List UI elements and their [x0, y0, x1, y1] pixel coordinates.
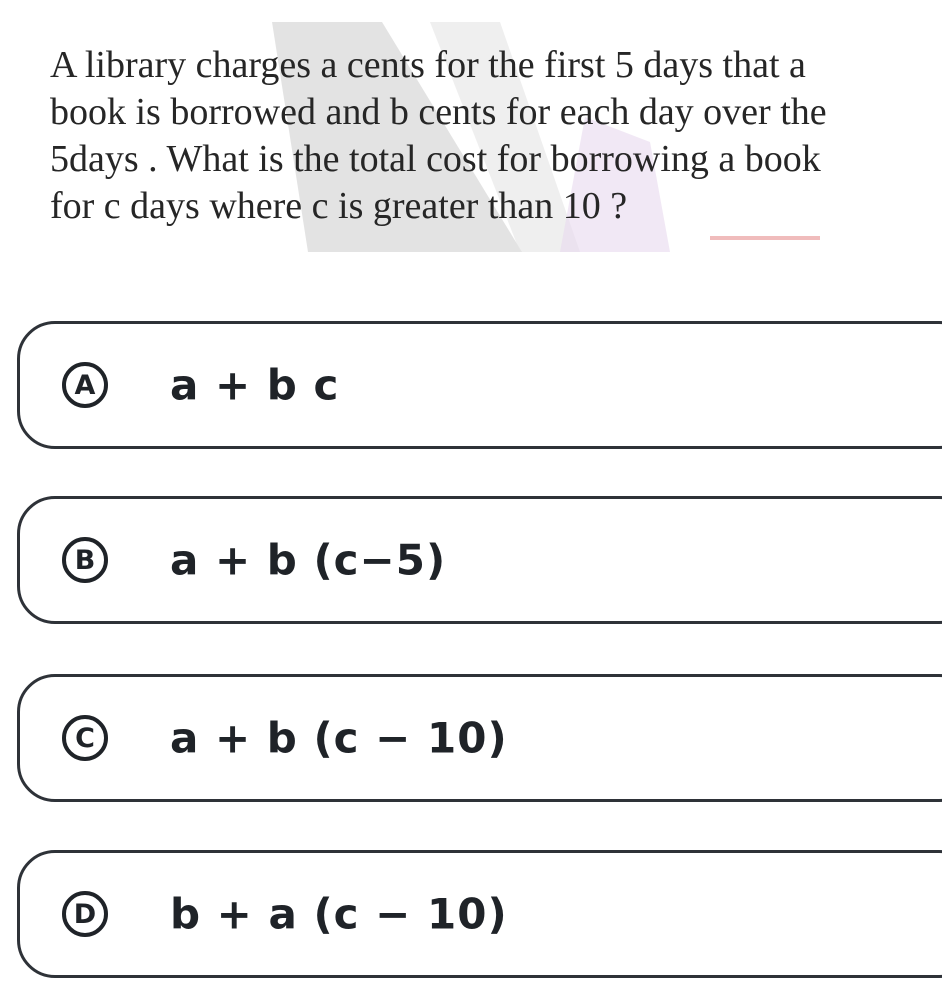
option-d-text: b + a (c − 10) [170, 889, 508, 939]
option-c-button[interactable] [17, 674, 942, 802]
question-panel [0, 22, 942, 252]
option-a-text: a + b c [170, 360, 340, 410]
option-c-text: a + b (c − 10) [170, 713, 508, 763]
option-letter-d-icon: D [62, 891, 108, 937]
question-text: A library charges a cents for the first 5 days that a book is borrowed and b cents for each day over the 5days . What is the total cost for borrowing a book for c days where c is greater than 10 ? [50, 44, 827, 227]
option-a-button[interactable] [17, 321, 942, 449]
option-letter-a-icon: A [62, 362, 108, 408]
option-b-text: a + b (c−5) [170, 535, 447, 585]
option-d-button[interactable] [17, 850, 942, 978]
option-letter-c-icon: C [62, 715, 108, 761]
option-letter-b-icon: B [62, 537, 108, 583]
option-b-button[interactable] [17, 496, 942, 624]
